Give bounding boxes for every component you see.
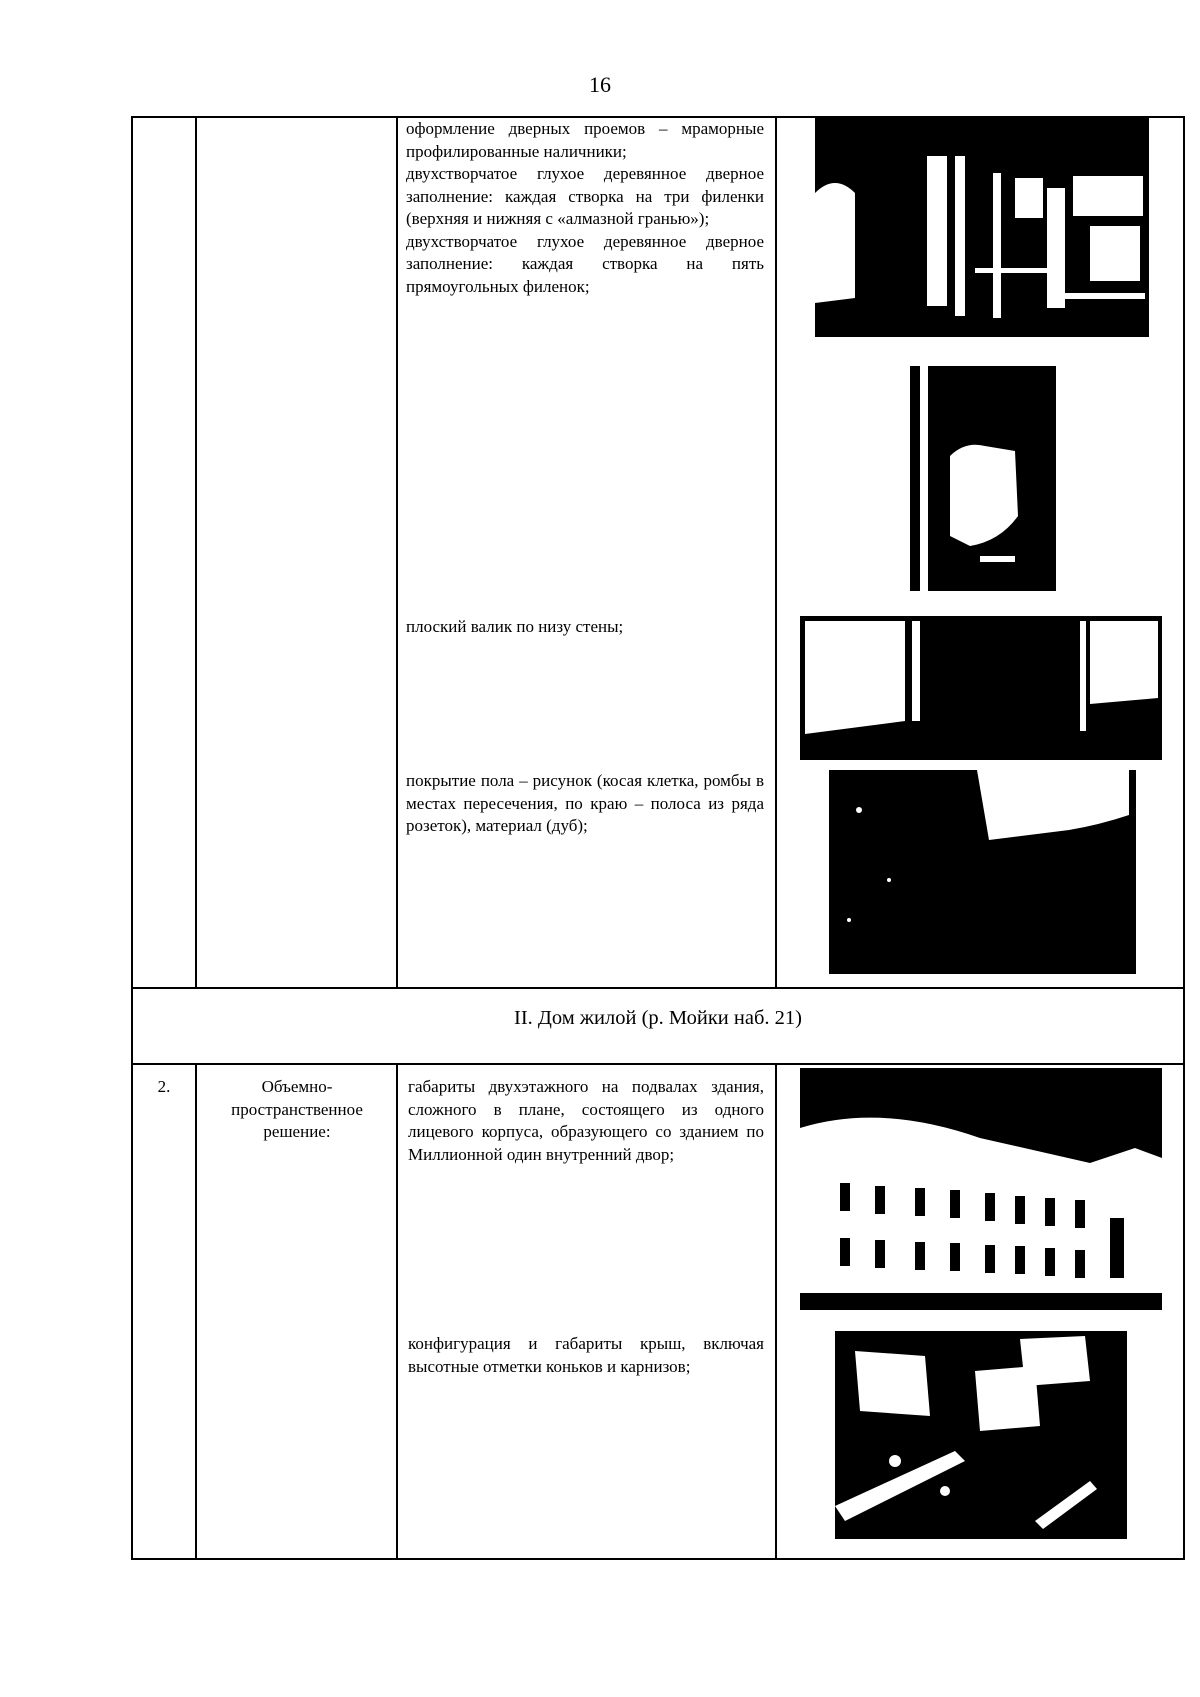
description-door-elements (406, 118, 764, 298)
door-leaf-photo (910, 366, 1056, 591)
door-opening-photo (815, 118, 1149, 337)
description-paragraph: двухстворчатое глухое деревянное дверное заполнение: каждая створка на пять прямоугольных филенок; (406, 231, 764, 296)
column-divider (775, 1063, 777, 1560)
row-separator (131, 987, 1185, 989)
description-paragraph: двухстворчатое глухое деревянное дверное заполнение: каждая створка на три филенки (верхняя и нижняя с «алмазной гранью»); (406, 164, 764, 228)
description-wall-molding (406, 616, 764, 639)
element-name: Объемно-пространственное решение: (231, 1077, 363, 1141)
section-heading: II. Дом жилой (р. Мойки наб. 21) (514, 1007, 802, 1029)
column-divider (195, 1063, 197, 1560)
page-number: 16 (589, 72, 611, 97)
row-number: 2. (157, 1077, 171, 1096)
description-paragraph: габариты двухэтажного на подвалах здания, сложного в плане, состоящего из одного лицевого корпуса, образующего со зданием по Миллионной один внутренний двор; (408, 1077, 764, 1164)
description-roof-configuration (408, 1333, 764, 1378)
floor-pattern-photo (829, 770, 1136, 974)
table-right-border (1183, 116, 1185, 1560)
wall-molding-photo (800, 616, 1162, 760)
facade-photo (800, 1068, 1162, 1310)
table-left-border (131, 116, 133, 1560)
table-bottom-border (131, 1558, 1185, 1560)
column-divider (775, 116, 777, 989)
column-divider (195, 116, 197, 989)
description-paragraph: оформление дверных проемов – мраморные профилированные наличники; (406, 119, 764, 161)
description-paragraph: покрытие пола – рисунок (косая клетка, ромбы в местах пересечения, по краю – полоса из ряда розеток), материал (дуб); (406, 771, 764, 835)
column-divider (396, 1063, 398, 1560)
description-paragraph: конфигурация и габариты крыш, включая высотные отметки коньков и карнизов; (408, 1334, 764, 1376)
roof-aerial-photo (835, 1331, 1127, 1539)
column-divider (396, 116, 398, 989)
description-building-dimensions (408, 1076, 764, 1166)
description-paragraph: плоский валик по низу стены; (406, 617, 624, 636)
row-separator (131, 1063, 1185, 1065)
description-floor (406, 770, 764, 838)
